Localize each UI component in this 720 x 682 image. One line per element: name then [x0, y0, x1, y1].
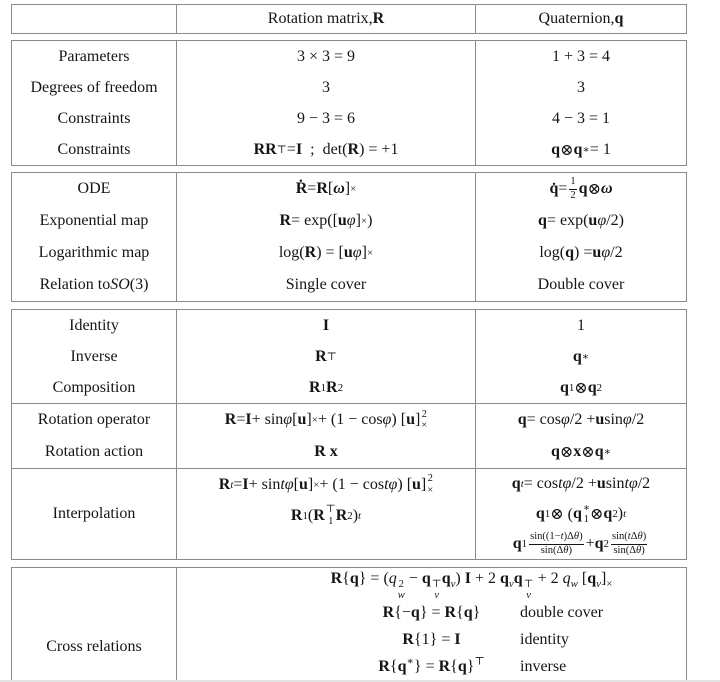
- table-header-row: [11, 4, 687, 34]
- quaternion-cell: Double cover: [475, 269, 686, 301]
- cross-relation-line: [177, 569, 686, 602]
- section-parameters: [11, 40, 687, 166]
- cross-eq2: R{−q} = R{q}: [382, 603, 481, 621]
- interpolation-q-line1: q t = cos tφ /2 + u sin tφ /2: [511, 475, 651, 492]
- cross-relation-line: [177, 626, 686, 653]
- quaternion-cell: 1 + 3 = 4: [475, 41, 686, 72]
- quaternion-cell: q ⊗ q ∗ = 1: [475, 134, 686, 165]
- rotation-quaternion-comparison-table: [11, 4, 687, 682]
- cross-note3: identity: [520, 630, 569, 648]
- header-quaternion: Quaternion, q: [475, 5, 686, 33]
- table-row: [12, 173, 686, 205]
- subgroup-interpolation: [12, 468, 686, 559]
- row-label: Interpolation: [52, 505, 136, 522]
- quaternion-cell: q 1 ⊗ q 2: [475, 372, 686, 403]
- row-label: Parameters: [58, 47, 130, 65]
- rotation-matrix-cell: log( R ) = [ u φ ] ×: [176, 237, 475, 269]
- subgroup-rotation: [12, 403, 686, 468]
- row-label: Logarithmic map: [38, 244, 150, 261]
- cross-relation-line: [177, 599, 686, 626]
- table-row: [12, 310, 686, 341]
- row-label: Degrees of freedom: [30, 78, 158, 96]
- row-label: Constraints: [57, 140, 131, 158]
- section-algebra: [11, 309, 687, 560]
- row-label: ODE: [77, 180, 111, 197]
- table-row-interpolation: [12, 469, 686, 559]
- table-row: [12, 237, 686, 269]
- interpolation-q-line2: q 1 ⊗ ( q ∗ 1 ⊗ q 2 ) t: [535, 502, 627, 525]
- rotation-matrix-cell: [176, 469, 475, 559]
- cross-relations-body: [176, 568, 686, 682]
- row-label: Identity: [69, 316, 119, 334]
- rotation-matrix-cell: 9 − 3 = 6: [176, 103, 475, 134]
- cross-relation-line: [177, 653, 686, 680]
- header-empty-cell: [12, 5, 176, 33]
- quaternion-cell: q̇ = $\frac{1}{2}$ q ⊗ ω: [475, 173, 686, 205]
- rotation-matrix-cell: R 1 R 2: [176, 372, 475, 403]
- rotation-matrix-cell: I: [176, 310, 475, 341]
- header-rotation-matrix: Rotation matrix, R: [176, 5, 475, 33]
- quaternion-cell: 4 − 3 = 1: [475, 103, 686, 134]
- row-label: Constraints: [57, 109, 131, 127]
- table-row: [12, 103, 686, 134]
- rotation-matrix-cell: Single cover: [176, 269, 475, 301]
- quaternion-cell: 3: [475, 72, 686, 103]
- row-label: Cross relations: [46, 638, 142, 655]
- double-rule-gap: [11, 560, 687, 567]
- table-row: [12, 269, 686, 301]
- quaternion-cell: log( q ) = u φ /2: [475, 237, 686, 269]
- subgroup-elements: [12, 310, 686, 403]
- double-rule-gap: [11, 302, 687, 309]
- rotation-matrix-cell: R = I + sin φ [ u ] × + (1 − cos φ ) [ u ] 2 ×: [176, 404, 475, 436]
- section-maps: [11, 172, 687, 302]
- row-label: Rotation action: [44, 443, 144, 460]
- cross-eq1: R{q} = (q 2 w − q ⊤ v $q_v$) I + 2 $q_vq$ ⊤ v + 2 $q_w$ $[q_v]_\times$: [330, 569, 613, 602]
- quaternion-cell: 1: [475, 310, 686, 341]
- rotation-matrix-cell: R x: [176, 436, 475, 468]
- rotation-matrix-cell: 3: [176, 72, 475, 103]
- cross-note4: inverse: [520, 657, 567, 675]
- table-row: [12, 341, 686, 372]
- rotation-matrix-cell: Ṙ = R [ ω ] ×: [176, 173, 475, 205]
- quaternion-cell: q = exp( u φ /2): [475, 205, 686, 237]
- cross-note2: double cover: [520, 603, 604, 621]
- table-row: [12, 372, 686, 403]
- row-label: Composition: [52, 378, 136, 396]
- row-label: Exponential map: [39, 212, 149, 229]
- quaternion-cell: q ∗: [475, 341, 686, 372]
- table-row: [12, 72, 686, 103]
- table-row: [12, 205, 686, 237]
- interpolation-r-line1: R t = I + sin tφ [ u ] × + (1 − cos tφ ) [ u ] 2 ×: [218, 473, 434, 496]
- interpolation-r-line2: R 1 ( R ⊤ 1 R 2 ) t: [290, 504, 362, 527]
- section-cross-relations: [11, 567, 687, 682]
- rotation-matrix-cell: R = exp([ u φ ] × ): [176, 205, 475, 237]
- interpolation-q-line3: q 1 $\frac{\sin((1-t)\Delta\theta)}{\sin(\Delta\theta)}$ + q 2 $\frac{\text{sin(tΔθ)}}{\sin(\Delta\theta)}$: [512, 530, 647, 556]
- quaternion-cell: [475, 469, 686, 559]
- cross-eq4: R{q∗} = R{q}⊤: [378, 655, 485, 675]
- table-row: [12, 436, 686, 468]
- table-row: [12, 404, 686, 436]
- row-label: Relation to SO (3): [39, 276, 149, 293]
- table-row: [12, 41, 686, 72]
- rotation-matrix-cell: RR ⊤ = I ; det( R ) = +1: [176, 134, 475, 165]
- quaternion-cell: q ⊗ x ⊗ q ∗: [475, 436, 686, 468]
- rotation-matrix-cell: 3 × 3 = 9: [176, 41, 475, 72]
- row-label: Inverse: [70, 347, 118, 365]
- cross-eq3: R{1} = I: [402, 630, 461, 648]
- row-label: Rotation operator: [37, 411, 151, 428]
- rotation-matrix-cell: R ⊤: [176, 341, 475, 372]
- quaternion-cell: q = cos φ /2 + u sin φ /2: [475, 404, 686, 436]
- table-row: [12, 134, 686, 165]
